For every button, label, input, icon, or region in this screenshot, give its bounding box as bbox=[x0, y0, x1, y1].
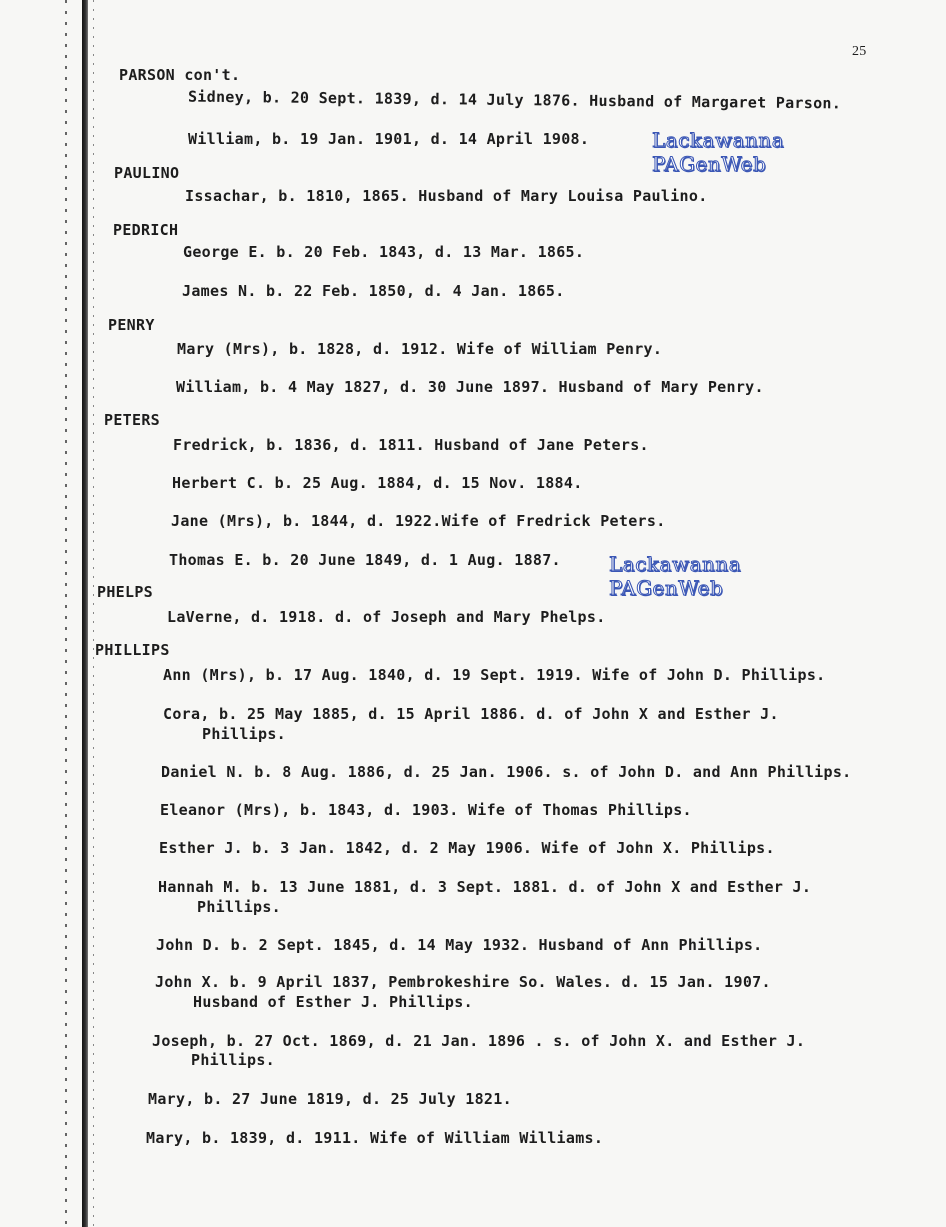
watermark-line2: PAGenWeb bbox=[609, 576, 724, 600]
surname-heading-penry: PENRY bbox=[108, 316, 155, 334]
entry-phillips-eleanor: Eleanor (Mrs), b. 1843, d. 1903. Wife of Thomas Phillips. bbox=[160, 801, 692, 819]
entry-phillips-esther: Esther J. b. 3 Jan. 1842, d. 2 May 1906. Wife of John X. Phillips. bbox=[159, 839, 775, 857]
page-number: 25 bbox=[852, 44, 867, 59]
entry-peters-fredrick: Fredrick, b. 1836, d. 1811. Husband of Jane Peters. bbox=[173, 436, 649, 454]
entry-parson-sidney: Sidney, b. 20 Sept. 1839, d. 14 July 1876. Husband of Margaret Parson. bbox=[187, 87, 842, 113]
entry-phillips-john-x: John X. b. 9 April 1837, Pembrokeshire So. Wales. d. 15 Jan. 1907. bbox=[155, 973, 771, 991]
surname-heading-paulino: PAULINO bbox=[114, 164, 180, 182]
surname-heading-peters: PETERS bbox=[104, 411, 160, 429]
entry-phillips-ann: Ann (Mrs), b. 17 Aug. 1840, d. 19 Sept. 1919. Wife of John D. Phillips. bbox=[163, 666, 826, 684]
surname-heading-pedrich: PEDRICH bbox=[113, 221, 179, 239]
entry-phelps-laverne: LaVerne, d. 1918. d. of Joseph and Mary Phelps. bbox=[167, 608, 606, 626]
binding-edge bbox=[82, 0, 88, 1227]
watermark-line1: Lackawanna bbox=[609, 552, 742, 576]
entry-phillips-joseph: Joseph, b. 27 Oct. 1869, d. 21 Jan. 1896 . s. of John X. and Esther J. bbox=[152, 1032, 806, 1050]
entry-paulino-issachar: Issachar, b. 1810, 1865. Husband of Mary Louisa Paulino. bbox=[185, 187, 708, 205]
entry-phillips-john-d: John D. b. 2 Sept. 1845, d. 14 May 1932. Husband of Ann Phillips. bbox=[156, 936, 763, 954]
watermark-line2: PAGenWeb bbox=[652, 152, 767, 176]
entry-phillips-mary-1839: Mary, b. 1839, d. 1911. Wife of William Williams. bbox=[146, 1129, 604, 1147]
entry-pedrich-james: James N. b. 22 Feb. 1850, d. 4 Jan. 1865. bbox=[182, 282, 565, 300]
surname-heading-phelps: PHELPS bbox=[97, 583, 153, 601]
entry-phillips-daniel: Daniel N. b. 8 Aug. 1886, d. 25 Jan. 1906. s. of John D. and Ann Phillips. bbox=[161, 763, 852, 781]
surname-heading-parson: PARSON con't. bbox=[119, 66, 241, 84]
entry-peters-herbert: Herbert C. b. 25 Aug. 1884, d. 15 Nov. 1884. bbox=[172, 474, 583, 492]
entry-phillips-cora-cont: Phillips. bbox=[202, 725, 286, 743]
entry-phillips-john-x-cont: Husband of Esther J. Phillips. bbox=[193, 993, 473, 1011]
entry-penry-mary: Mary (Mrs), b. 1828, d. 1912. Wife of William Penry. bbox=[177, 340, 663, 358]
entry-peters-jane: Jane (Mrs), b. 1844, d. 1922.Wife of Fredrick Peters. bbox=[171, 512, 666, 530]
entry-phillips-mary-1819: Mary, b. 27 June 1819, d. 25 July 1821. bbox=[148, 1090, 512, 1108]
surname-heading-phillips: PHILLIPS bbox=[95, 641, 170, 659]
watermark-logo-top bbox=[652, 128, 784, 176]
entry-peters-thomas: Thomas E. b. 20 June 1849, d. 1 Aug. 1887. bbox=[169, 551, 561, 569]
entry-parson-william: William, b. 19 Jan. 1901, d. 14 April 1908. bbox=[188, 130, 590, 148]
entry-phillips-hannah-cont: Phillips. bbox=[197, 898, 281, 916]
entry-pedrich-george: George E. b. 20 Feb. 1843, d. 13 Mar. 1865. bbox=[183, 243, 585, 261]
binding-perforation-inner bbox=[93, 0, 94, 1227]
watermark-line1: Lackawanna bbox=[652, 128, 785, 152]
entry-penry-william: William, b. 4 May 1827, d. 30 June 1897. Husband of Mary Penry. bbox=[176, 378, 764, 396]
binding-perforation bbox=[65, 0, 67, 1227]
entry-phillips-hannah: Hannah M. b. 13 June 1881, d. 3 Sept. 1881. d. of John X and Esther J. bbox=[158, 878, 812, 896]
entry-phillips-joseph-cont: Phillips. bbox=[191, 1051, 275, 1069]
watermark-logo-middle bbox=[609, 552, 741, 600]
entry-phillips-cora: Cora, b. 25 May 1885, d. 15 April 1886. d. of John X and Esther J. bbox=[163, 705, 779, 723]
